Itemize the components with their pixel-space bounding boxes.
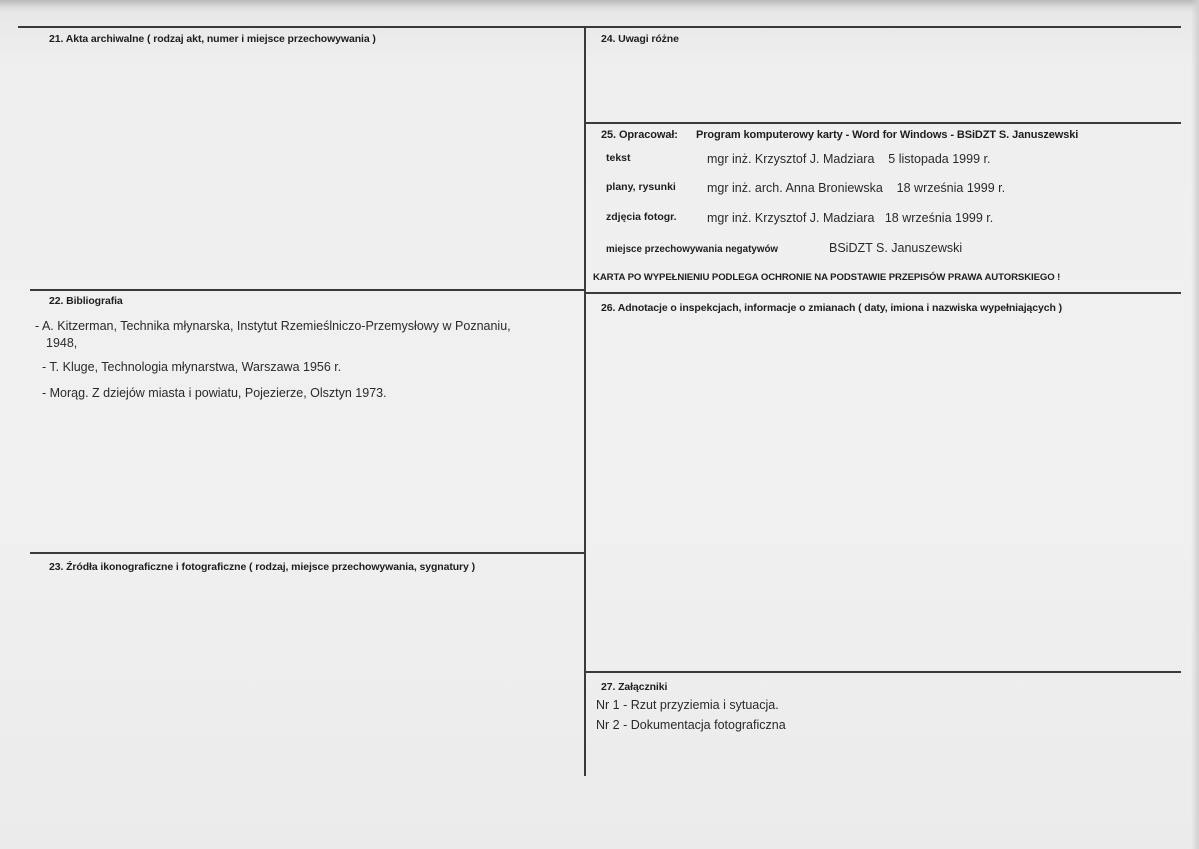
program-credit: Program komputerowy karty - Word for Windows - BSiDZT S. Januszewski	[696, 129, 1079, 141]
row-value-zdjecia: mgr inż. Krzysztof J. Madziara 18 września 1999 r.	[707, 211, 994, 225]
row-key-zdjecia: zdjęcia fotogr.	[606, 211, 677, 223]
attachment-item: Nr 2 - Dokumentacja fotograficzna	[596, 718, 786, 732]
attachment-item: Nr 1 - Rzut przyziemia i sytuacja.	[596, 698, 779, 712]
bibliography-entry-cont: 1948,	[46, 336, 78, 350]
rule-right-3	[584, 671, 1181, 673]
section-26-label: 26. Adnotacje o inspekcjach, informacje o zmianach ( daty, imiona i nazwiska wypełniających )	[601, 302, 1063, 314]
rule-left-1	[30, 289, 586, 291]
section-25-label: 25. Opracował:	[601, 129, 678, 141]
rule-right-1	[584, 122, 1181, 124]
scan-right-shadow	[1191, 0, 1199, 849]
row-key-plany: plany, rysunki	[606, 181, 676, 193]
section-22-label: 22. Bibliografia	[49, 295, 123, 307]
rule-right-2	[584, 292, 1181, 294]
top-rule	[18, 26, 1181, 28]
center-divider	[584, 26, 586, 776]
bibliography-entry: - A. Kitzerman, Technika młynarska, Instytut Rzemieślniczo-Przemysłowy w Poznaniu,	[35, 319, 511, 333]
scan-top-shadow	[0, 0, 1199, 12]
bibliography-entry: - Morąg. Z dziejów miasta i powiatu, Pojezierze, Olsztyn 1973.	[42, 386, 387, 400]
section-24-label: 24. Uwagi różne	[601, 33, 679, 45]
section-23-label: 23. Źródła ikonograficzne i fotograficzne ( rodzaj, miejsce przechowywania, sygnatury )	[49, 561, 475, 573]
row-key-negatywy: miejsce przechowywania negatywów	[606, 244, 779, 255]
bibliography-entry: - T. Kluge, Technologia młynarstwa, Warszawa 1956 r.	[42, 360, 342, 374]
rule-left-2	[30, 552, 586, 554]
section-27-label: 27. Załączniki	[601, 681, 668, 693]
copyright-notice: KARTA PO WYPEŁNIENIU PODLEGA OCHRONIE NA PODSTAWIE PRZEPISÓW PRAWA AUTORSKIEGO !	[593, 272, 1061, 283]
row-value-plany: mgr inż. arch. Anna Broniewska 18 września 1999 r.	[707, 181, 1006, 195]
row-value-tekst: mgr inż. Krzysztof J. Madziara 5 listopada 1999 r.	[707, 152, 991, 166]
row-key-tekst: tekst	[606, 152, 631, 164]
section-21-label: 21. Akta archiwalne ( rodzaj akt, numer i miejsce przechowywania )	[49, 33, 376, 45]
row-value-negatywy: BSiDZT S. Januszewski	[829, 241, 963, 255]
